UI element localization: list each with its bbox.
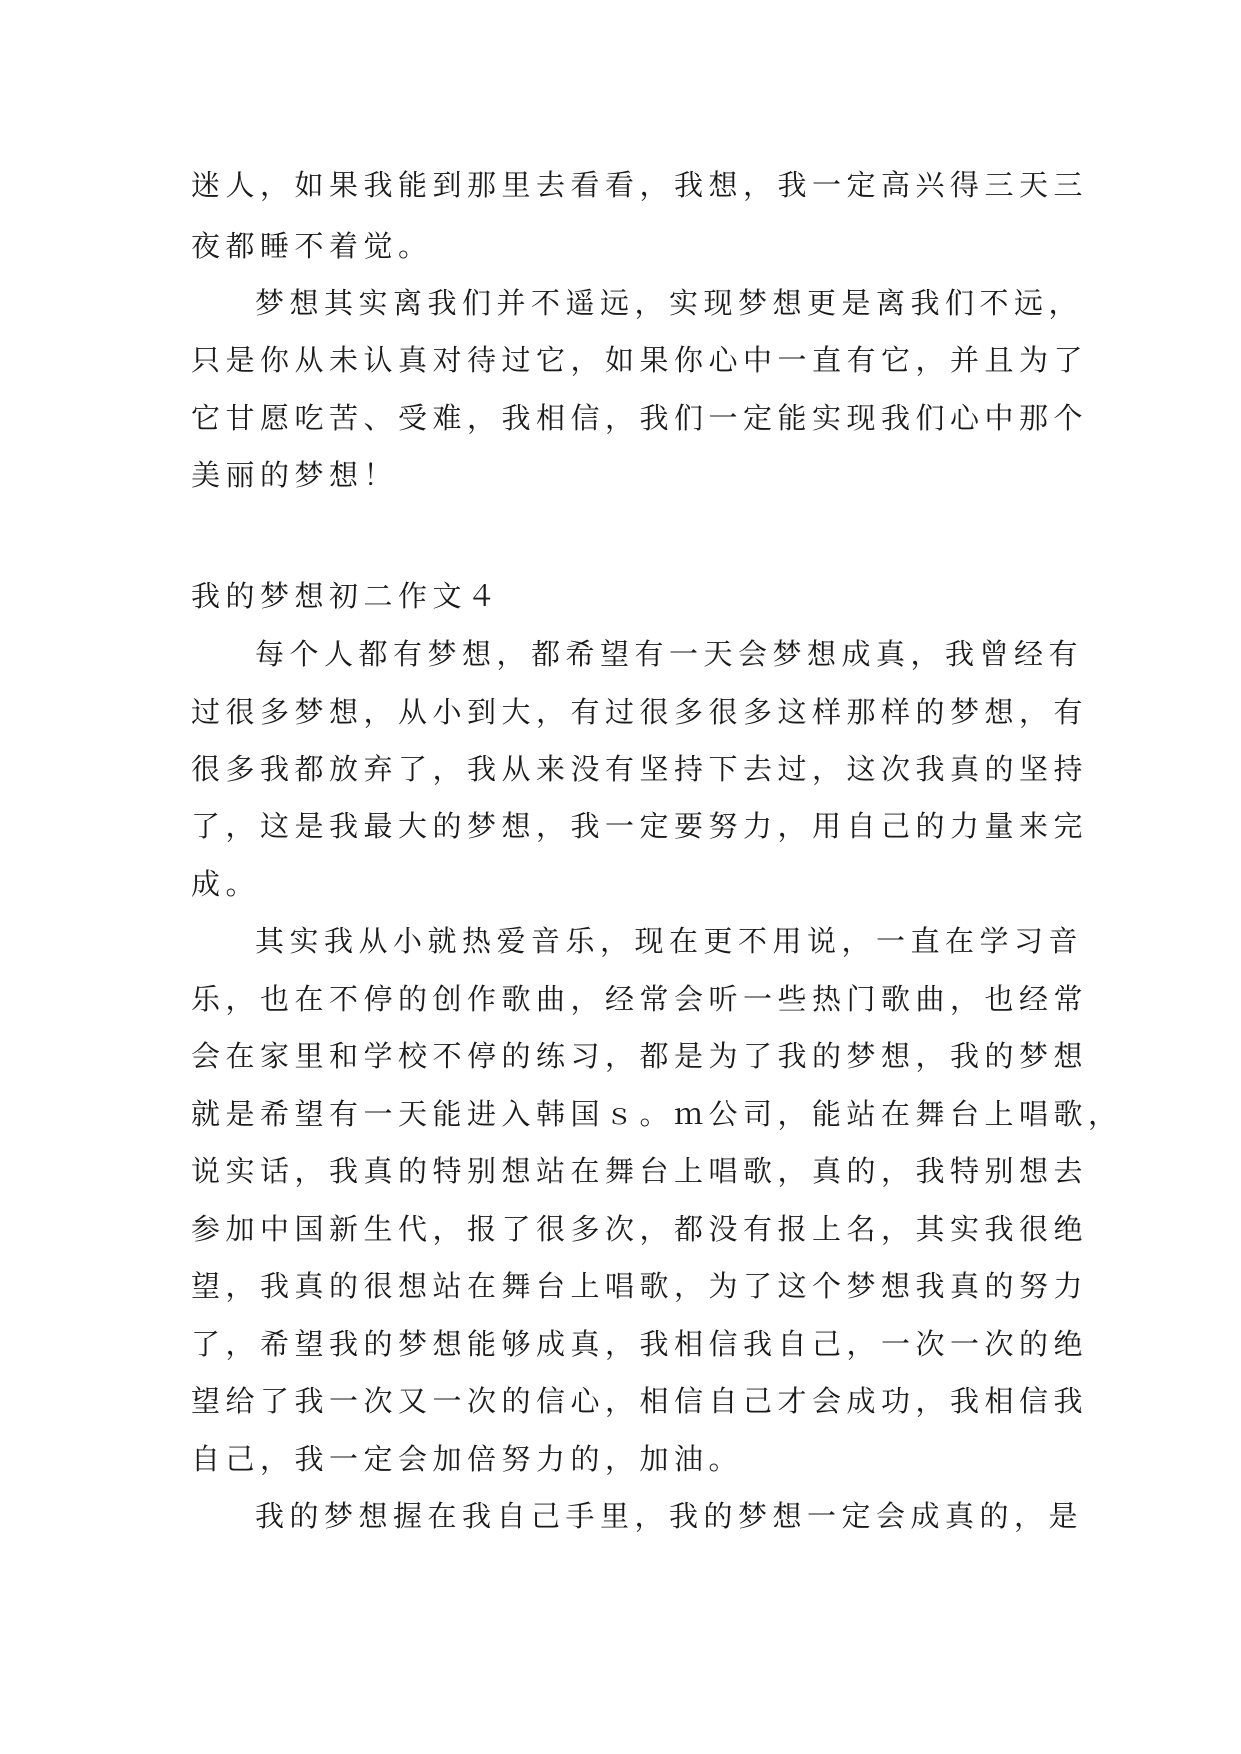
paragraph-first-line: 梦想其实离我们并不遥远，实现梦想更是离我们不远， — [255, 286, 1084, 320]
text-line: 迷人，如果我能到那里去看看，我想，我一定高兴得三天三 — [191, 168, 1089, 202]
text-line: 很多我都放弃了，我从来没有坚持下去过，这次我真的坚持 — [191, 752, 1089, 786]
text-line: 会在家里和学校不停的练习，都是为了我的梦想，我的梦想 — [191, 1039, 1089, 1073]
section-heading: 我的梦想初二作文４ — [191, 579, 502, 613]
text-line: 参加中国新生代，报了很多次，都没有报上名，其实我很绝 — [191, 1212, 1089, 1246]
paragraph-first-line: 我的梦想握在我自己手里，我的梦想一定会成真的，是 — [255, 1499, 1084, 1533]
text-line: 它甘愿吃苦、受难，我相信，我们一定能实现我们心中那个 — [191, 401, 1089, 435]
text-line: 夜都睡不着觉。 — [191, 229, 433, 263]
text-line: 成。 — [191, 867, 261, 901]
text-line: 自己，我一定会加倍努力的，加油。 — [191, 1442, 744, 1476]
text-line: 说实话，我真的特别想站在舞台上唱歌，真的，我特别想去 — [191, 1154, 1089, 1188]
text-line: 了，这是我最大的梦想，我一定要努力，用自己的力量来完 — [191, 809, 1089, 843]
text-line: 了，希望我的梦想能够成真，我相信我自己，一次一次的绝 — [191, 1327, 1089, 1361]
text-line: 望，我真的很想站在舞台上唱歌，为了这个梦想我真的努力 — [191, 1269, 1089, 1303]
text-line: 过很多梦想，从小到大，有过很多很多这样那样的梦想，有 — [191, 695, 1089, 729]
text-line: 只是你从未认真对待过它，如果你心中一直有它，并且为了 — [191, 343, 1089, 377]
paragraph-first-line: 其实我从小就热爱音乐，现在更不用说，一直在学习音 — [255, 924, 1084, 958]
text-line: 就是希望有一天能进入韩国ｓ。ｍ公司，能站在舞台上唱歌， — [191, 1097, 1123, 1131]
paragraph-first-line: 每个人都有梦想，都希望有一天会梦想成真，我曾经有 — [255, 637, 1084, 671]
text-line: 望给了我一次又一次的信心，相信自己才会成功，我相信我 — [191, 1384, 1089, 1418]
text-line: 乐，也在不停的创作歌曲，经常会听一些热门歌曲，也经常 — [191, 982, 1089, 1016]
text-line: 美丽的梦想！ — [191, 458, 399, 492]
